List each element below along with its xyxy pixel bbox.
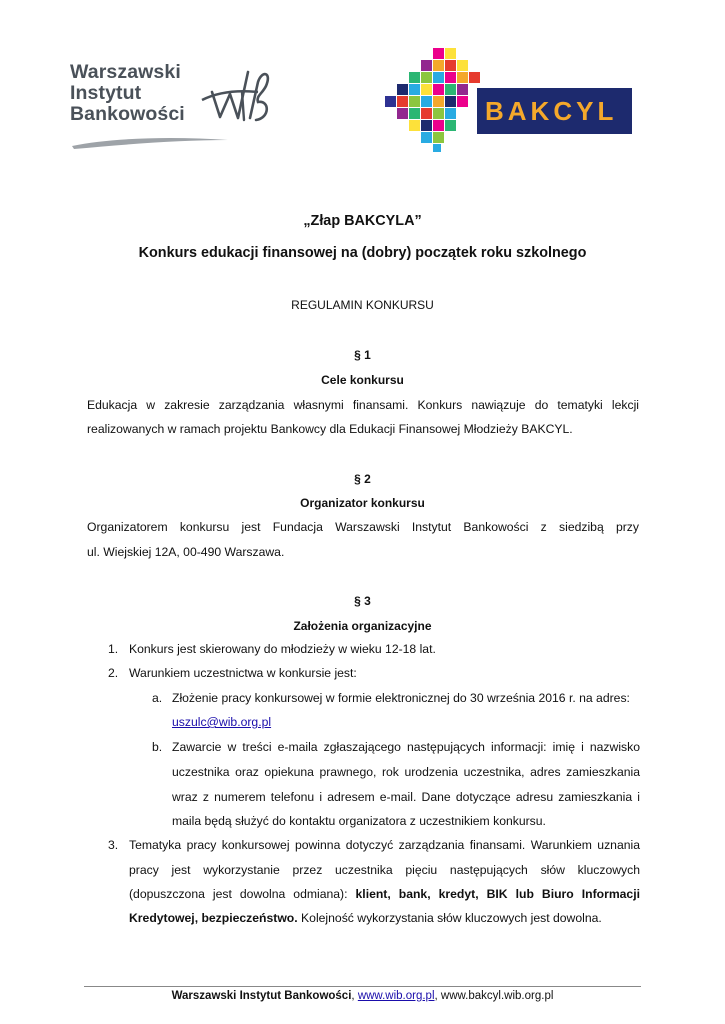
wib-logo-line3: Bankowości <box>70 103 185 125</box>
email-link[interactable]: uszulc@wib.org.pl <box>172 715 272 729</box>
footer-org: Warszawski Instytut Bankowości <box>171 990 352 1002</box>
list-item-3-line4 <box>129 906 640 931</box>
footer-separator: , <box>351 990 355 1002</box>
section-2-line2: ul. Wiejskiej 12A, 00-490 Warszawa. <box>87 545 285 559</box>
wib-logo <box>70 62 270 152</box>
wib-swoosh-icon <box>70 134 230 150</box>
list-item-3-line3-plain: (dopuszczona jest dowolna odmiana): <box>129 887 348 901</box>
sub-item-a-letter: a. <box>152 691 163 705</box>
footer-bakcyl-link[interactable]: , www.bakcyl.wib.org.pl <box>434 990 554 1002</box>
list-item-3-line4-plain: Kolejność wykorzystania słów kluczowych jest dowolna. <box>301 911 602 925</box>
sub-item-b-letter: b. <box>152 740 163 754</box>
list-item-3-line2: pracy jest wykorzystanie przez uczestnika pięciu następujących słów kluczowych <box>129 863 640 877</box>
section-1-number: § 1 <box>354 348 371 362</box>
section-1-title: Cele konkursu <box>321 373 404 387</box>
list-item-1-number: 1. <box>108 642 119 656</box>
wib-signature-icon <box>198 62 278 142</box>
sub-item-b-line1: Zawarcie w treści e-maila zgłaszającego następujących informacji: imię i nazwisko <box>172 740 640 754</box>
section-2-title: Organizator konkursu <box>300 496 425 510</box>
bakcyl-logo-word: BAKCYL <box>477 88 632 134</box>
sub-item-a-email-row <box>172 710 271 735</box>
document-subtitle: Konkurs edukacji finansowej na (dobry) początek roku szkolnego <box>138 245 587 261</box>
footer-wib-link[interactable]: www.wib.org.pl <box>357 990 435 1002</box>
sub-item-b-line2: uczestnika oraz opiekuna prawnego, rok urodzenia uczestnika, adres zamieszkania <box>172 765 640 779</box>
list-item-2-text: Warunkiem uczestnictwa w konkursie jest: <box>129 666 357 680</box>
list-item-3-line1: Tematyka pracy konkursowej powinna dotyczyć zarządzania finansami. Warunkiem uznania <box>129 838 640 852</box>
sub-item-b-line3: wraz z numerem telefonu i adresem e-mail. Dane dotyczące adresu zamieszkania i <box>172 790 640 804</box>
regulamin-heading: REGULAMIN KONKURSU <box>291 298 434 312</box>
sub-item-a-line1: Złożenie pracy konkursowej w formie elektronicznej do 30 września 2016 r. na adres: <box>172 691 630 705</box>
document-title: „Złap BAKCYLA” <box>303 213 422 229</box>
list-item-3-line3-bold: klient, bank, kredyt, BIK lub Biuro Informacji <box>355 887 640 901</box>
wib-logo-text <box>70 62 185 125</box>
list-item-3-number: 3. <box>108 838 119 852</box>
wib-logo-line2: Instytut <box>70 82 142 104</box>
list-item-2-number: 2. <box>108 666 119 680</box>
bakcyl-pixel-mosaic-icon <box>385 48 485 153</box>
bakcyl-logo <box>385 48 640 153</box>
list-item-1-text: Konkurs jest skierowany do młodzieży w wieku 12-18 lat. <box>129 642 436 656</box>
section-3-number: § 3 <box>354 594 371 608</box>
wib-logo-line1: Warszawski <box>70 61 181 83</box>
list-item-3-line4-bold: Kredytowej, bezpieczeństwo. <box>129 911 298 925</box>
section-2-line1: Organizatorem konkursu jest Fundacja Warszawski Instytut Bankowości z siedzibą przy <box>87 520 639 534</box>
footer-divider <box>84 986 641 987</box>
section-3-title: Założenia organizacyjne <box>293 619 432 633</box>
section-1-line1: Edukacja w zakresie zarządzania własnymi finansami. Konkurs nawiązuje do tematyki lekcji <box>87 398 639 412</box>
section-1-line2: realizowanych w ramach projektu Bankowcy dla Edukacji Finansowej Młodzieży BAKCYL. <box>87 422 573 436</box>
sub-item-b-line4: maila będą służyć do kontaktu organizatora z uczestnikiem konkursu. <box>172 814 546 828</box>
list-item-3-line3 <box>129 882 640 907</box>
section-2-number: § 2 <box>354 472 371 486</box>
footer <box>0 990 725 1002</box>
